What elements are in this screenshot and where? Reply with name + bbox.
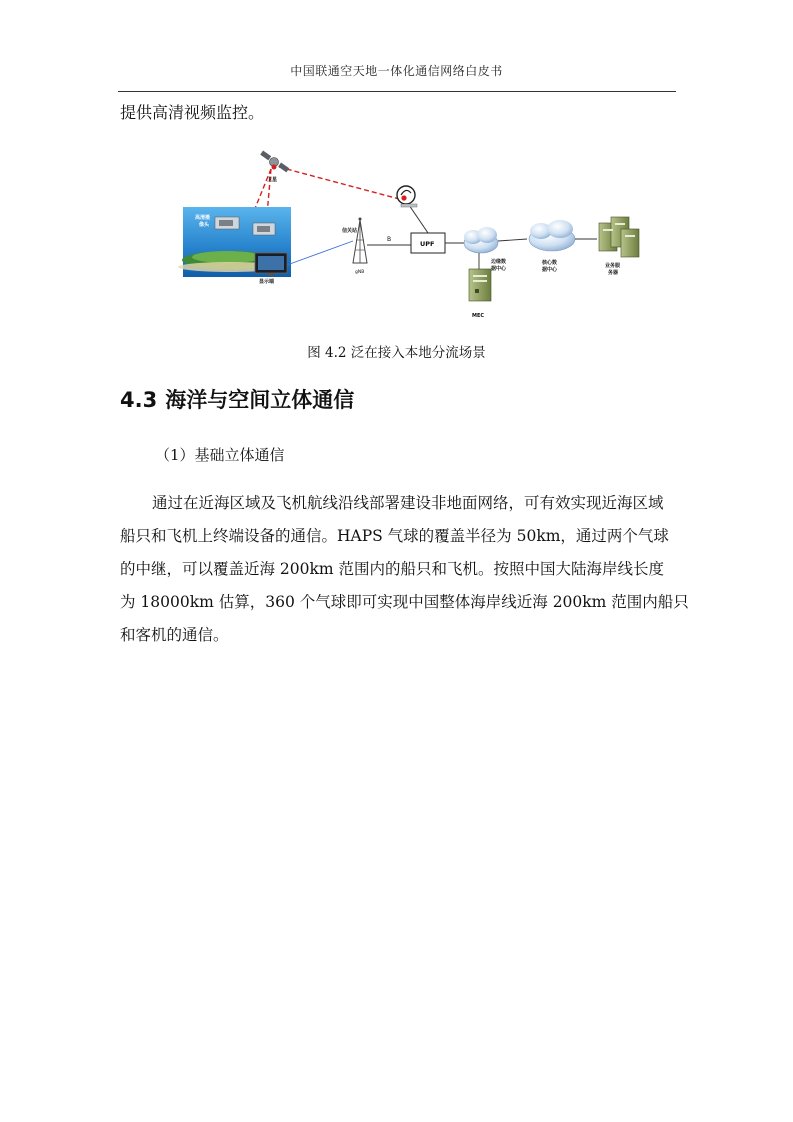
header-rule [118, 91, 676, 92]
paragraph-line: 船只和飞机上终端设备的通信。HAPS 气球的覆盖半径为 50km，通过两个气球 [120, 527, 669, 545]
edge-to-core-link [498, 239, 527, 241]
core-dc-label: 核心数 [542, 260, 558, 266]
upf-label: UPF [420, 240, 435, 248]
cell-tower-icon [353, 218, 367, 264]
subsection-heading: （1）基础立体通信 [155, 446, 285, 464]
link-b-label: B [387, 236, 392, 243]
camera-label: 高清摄 [195, 215, 211, 221]
display-to-gnb-link [287, 241, 353, 265]
gnb-label: gNB [355, 270, 365, 275]
lead-text: 提供高清视频监控。 [120, 103, 265, 122]
network-diagram [175, 145, 645, 325]
biz-server-label: 业务服 [605, 263, 621, 269]
business-servers-icon [599, 217, 639, 257]
edge-dc-label-2: 据中心 [491, 266, 507, 272]
figure-caption: 图 4.2 泛在接入本地分流场景 [307, 345, 486, 361]
paragraph-line: 为 18000km 估算，360 个气球即可实现中国整体海岸线近海 200km 范围内船只 [120, 593, 689, 611]
paragraph-line: 和客机的通信。 [120, 626, 229, 644]
paragraph-line: 通过在近海区域及飞机航线沿线部署建设非地面网络，可有效实现近海区域 [152, 494, 664, 512]
core-dc-label-2: 据中心 [542, 267, 558, 273]
display-label: 显示端 [259, 279, 275, 285]
satellite-icon [260, 150, 289, 172]
biz-server-label-2: 务器 [608, 270, 619, 276]
relay-station-label: 信关站 [342, 228, 358, 234]
edge-cloud-icon [464, 227, 498, 253]
section-title-text: 海洋与空间立体通信 [165, 388, 355, 412]
mec-server-icon [469, 269, 491, 301]
display-monitor-icon [255, 253, 287, 276]
satellite-label: 卫星 [267, 177, 278, 183]
mec-label: MEC [472, 313, 485, 319]
camera-label-2: 像头 [199, 222, 210, 228]
paragraph-line: 的中继，可以覆盖近海 200km 范围内的船只和飞机。按照中国大陆海岸线长度 [120, 560, 665, 578]
page-header: 中国联通空天地一体化通信网络白皮书 [290, 64, 503, 78]
ground-station-to-upf [409, 205, 428, 233]
sat-link-ground [279, 167, 403, 200]
body-paragraph [120, 487, 689, 652]
ground-station-dish-icon [397, 186, 417, 207]
section-heading [120, 384, 354, 414]
section-number: 4.3 [120, 388, 158, 412]
edge-dc-label: 边缘数 [491, 259, 507, 265]
core-cloud-icon [529, 220, 575, 251]
